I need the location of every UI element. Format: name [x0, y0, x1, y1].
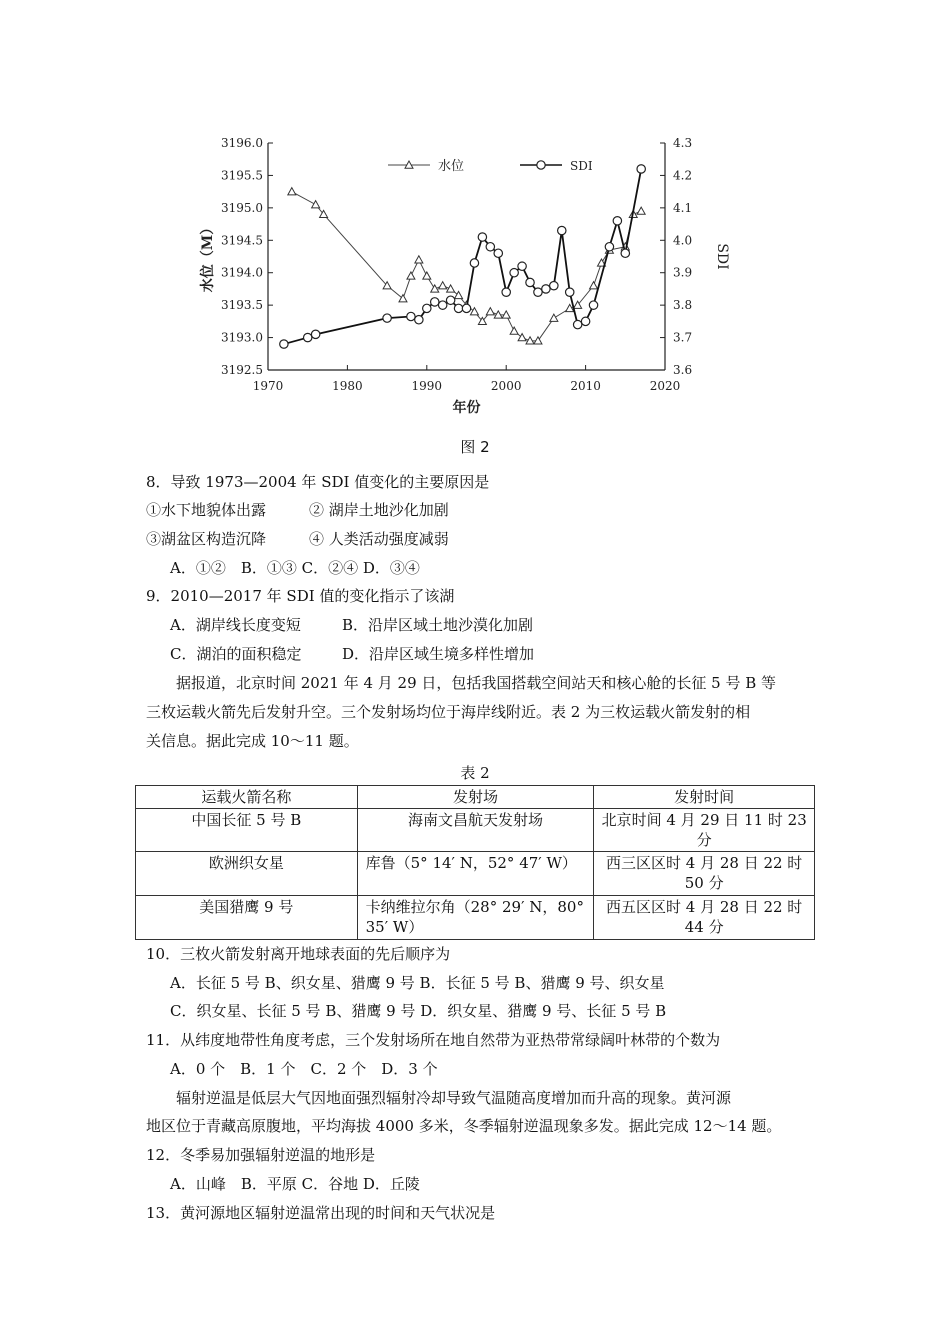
sdi-point — [573, 320, 581, 328]
header-launch-site: 发射场 — [357, 786, 594, 809]
table-row — [136, 809, 815, 852]
question-8: 8．导致 1973—2004 年 SDI 值变化的主要原因是 — [146, 473, 490, 491]
x-tick-label: 1980 — [332, 379, 363, 393]
legend-water-level-label: 水位 — [438, 159, 465, 174]
passage-1-line-3: 关信息。据此完成 10～11 题。 — [146, 732, 359, 750]
sdi-point — [605, 243, 613, 251]
water-level-point — [550, 314, 558, 321]
q10-options-cd: C．织女星、长征 5 号 B、猎鹰 9 号 D．织女星、猎鹰 9 号、长征 5 号 B — [170, 1002, 667, 1020]
water-level-point — [590, 282, 598, 289]
cell-launch-site: 库鲁（5° 14′ N，52° 47′ W） — [357, 852, 594, 896]
y-left-tick-label: 3195.5 — [221, 168, 263, 183]
q9-option-c: C．湖泊的面积稳定 — [170, 645, 302, 663]
sdi-point — [510, 269, 518, 277]
water-level-point — [431, 285, 439, 292]
passage-1-line-2: 三枚运载火箭先后发射升空。三个发射场均位于海岸线附近。表 2 为三枚运载火箭发射的相 — [146, 703, 751, 721]
header-rocket-name: 运载火箭名称 — [136, 786, 358, 809]
sdi-point — [311, 330, 319, 338]
q10-options-ab: A．长征 5 号 B、织女星、猎鹰 9 号 B．长征 5 号 B、猎鹰 9 号、织女星 — [170, 974, 665, 992]
sdi-point — [446, 296, 454, 304]
x-axis-title: 年份 — [452, 400, 481, 416]
y-right-tick-label: 4.3 — [673, 136, 693, 150]
y-right-tick-label: 3.9 — [673, 265, 693, 280]
y-right-tick-label: 4.0 — [673, 233, 693, 248]
table-row — [136, 852, 815, 896]
question-12: 12．冬季易加强辐射逆温的地形是 — [146, 1146, 376, 1164]
cell-launch-site: 卡纳维拉尔角（28° 29′ N，80° 35′ W） — [357, 896, 594, 940]
q9-option-d: D．沿岸区域生境多样性增加 — [342, 645, 535, 663]
chart-legend — [388, 158, 593, 174]
passage-2-line-1: 辐射逆温是低层大气因地面强烈辐射冷却导致气温随高度增加而升高的现象。黄河源 — [176, 1089, 732, 1107]
water-level-point — [439, 282, 447, 289]
table-header-row — [136, 786, 815, 809]
x-tick-label: 1990 — [411, 379, 443, 393]
figure-caption: 图 2 — [460, 438, 490, 456]
water-level-point — [423, 272, 431, 279]
water-level-point — [312, 201, 320, 208]
table-title: 表 2 — [460, 764, 490, 782]
q11-choices: A．0 个 B．1 个 C．2 个 D．3 个 — [170, 1060, 438, 1078]
sdi-point — [542, 285, 550, 293]
legend-sdi-marker — [537, 161, 545, 169]
q8-option-3: ③湖盆区构造沉降 — [146, 530, 267, 548]
sdi-point — [407, 312, 415, 320]
y-right-tick-label: 3.6 — [673, 363, 693, 377]
sdi-point — [613, 217, 621, 225]
sdi-point — [526, 278, 534, 286]
q8-options-row2 — [146, 529, 449, 549]
question-9: 9．2010—2017 年 SDI 值的变化指示了该湖 — [146, 587, 455, 605]
y-right-tick-label: 4.1 — [673, 200, 693, 215]
sdi-point — [637, 165, 645, 173]
sdi-point — [462, 304, 470, 312]
legend-sdi-label: SDI — [570, 159, 593, 173]
sdi-point — [438, 301, 446, 309]
water-level-sdi-chart — [190, 125, 750, 460]
x-tick-label: 2020 — [649, 379, 681, 393]
y-right-axis-title: SDI — [714, 243, 730, 270]
sdi-point — [415, 316, 423, 324]
q8-option-2: ② 湖岸土地沙化加剧 — [309, 501, 449, 519]
y-right-tick-label: 4.2 — [673, 168, 693, 183]
y-left-tick-label: 3192.5 — [221, 363, 263, 377]
passage-2-line-2: 地区位于青藏高原腹地，平均海拔 4000 多米，冬季辐射逆温现象多发。据此完成 12～14 题。 — [146, 1117, 782, 1135]
cell-launch-time: 北京时间 4 月 29 日 11 时 23 分 — [594, 809, 815, 852]
header-launch-time: 发射时间 — [594, 786, 815, 809]
y-left-tick-label: 3193.5 — [221, 298, 263, 313]
sdi-point — [304, 333, 312, 341]
sdi-point — [280, 340, 288, 348]
sdi-point — [502, 288, 510, 296]
y-left-tick-label: 3195.0 — [221, 200, 263, 215]
sdi-point — [383, 314, 391, 322]
sdi-point — [621, 249, 629, 257]
y-left-tick-label: 3194.5 — [221, 233, 263, 248]
cell-rocket-name: 美国猎鹰 9 号 — [136, 896, 358, 940]
sdi-point — [478, 233, 486, 241]
sdi-point — [494, 249, 502, 257]
table-row — [136, 896, 815, 940]
y-left-tick-label: 3193.0 — [221, 330, 263, 345]
q9-options-row1 — [170, 615, 533, 635]
question-13: 13．黄河源地区辐射逆温常出现的时间和天气状况是 — [146, 1204, 496, 1222]
sdi-point — [550, 281, 558, 289]
chart-axes — [199, 136, 730, 416]
cell-launch-site: 海南文昌航天发射场 — [357, 809, 594, 852]
question-10: 10．三枚火箭发射离开地球表面的先后顺序为 — [146, 945, 451, 963]
water-level-point — [447, 285, 455, 292]
sdi-point — [566, 288, 574, 296]
x-tick-label: 1970 — [252, 379, 284, 393]
q12-choices: A．山峰 B．平原 C．谷地 D．丘陵 — [170, 1175, 420, 1193]
y-right-tick-label: 3.8 — [673, 298, 693, 313]
water-level-point — [637, 207, 645, 214]
q9-option-b: B．沿岸区域土地沙漠化加剧 — [342, 616, 534, 634]
water-level-point — [415, 256, 423, 263]
water-level-point — [407, 272, 415, 279]
cell-rocket-name: 中国长征 5 号 B — [136, 809, 358, 852]
cell-launch-time: 西五区区时 4 月 28 日 22 时 44 分 — [594, 896, 815, 940]
sdi-point — [558, 226, 566, 234]
sdi-point — [581, 317, 589, 325]
sdi-point — [534, 288, 542, 296]
q9-option-a: A．湖岸线长度变短 — [170, 616, 301, 634]
q8-option-1: ①水下地貌体出露 — [146, 501, 267, 519]
chart-plot-area — [280, 158, 646, 348]
q8-choices: A．①② B．①③ C．②④ D．③④ — [170, 559, 420, 577]
water-level-point — [486, 308, 494, 315]
sdi-point — [486, 243, 494, 251]
y-left-axis-title: 水位（M） — [200, 220, 216, 293]
sdi-point — [454, 304, 462, 312]
sdi-point — [589, 301, 597, 309]
sdi-point — [423, 304, 431, 312]
sdi-point — [518, 262, 526, 270]
y-right-tick-label: 3.7 — [673, 330, 693, 345]
cell-launch-time: 西三区区时 4 月 28 日 22 时 50 分 — [594, 852, 815, 896]
x-tick-label: 2000 — [490, 379, 522, 393]
q8-option-4: ④ 人类活动强度减弱 — [309, 530, 449, 548]
question-11: 11．从纬度地带性角度考虑，三个发射场所在地自然带为亚热带常绿阔叶林带的个数为 — [146, 1031, 721, 1049]
x-tick-label: 2010 — [570, 379, 601, 393]
cell-rocket-name: 欧洲织女星 — [136, 852, 358, 896]
passage-1-line-1: 据报道，北京时间 2021 年 4 月 29 日，包括我国搭载空间站天和核心舱的长征 5 号 B 等 — [176, 674, 777, 692]
y-left-tick-label: 3194.0 — [221, 265, 263, 280]
q8-options-row1 — [146, 500, 449, 520]
launch-info-table — [135, 785, 815, 940]
sdi-point — [431, 298, 439, 306]
q9-options-row2 — [170, 644, 534, 664]
water-level-point — [288, 188, 296, 195]
sdi-point — [470, 259, 478, 267]
water-level-point — [510, 327, 518, 334]
y-left-tick-label: 3196.0 — [221, 136, 263, 150]
